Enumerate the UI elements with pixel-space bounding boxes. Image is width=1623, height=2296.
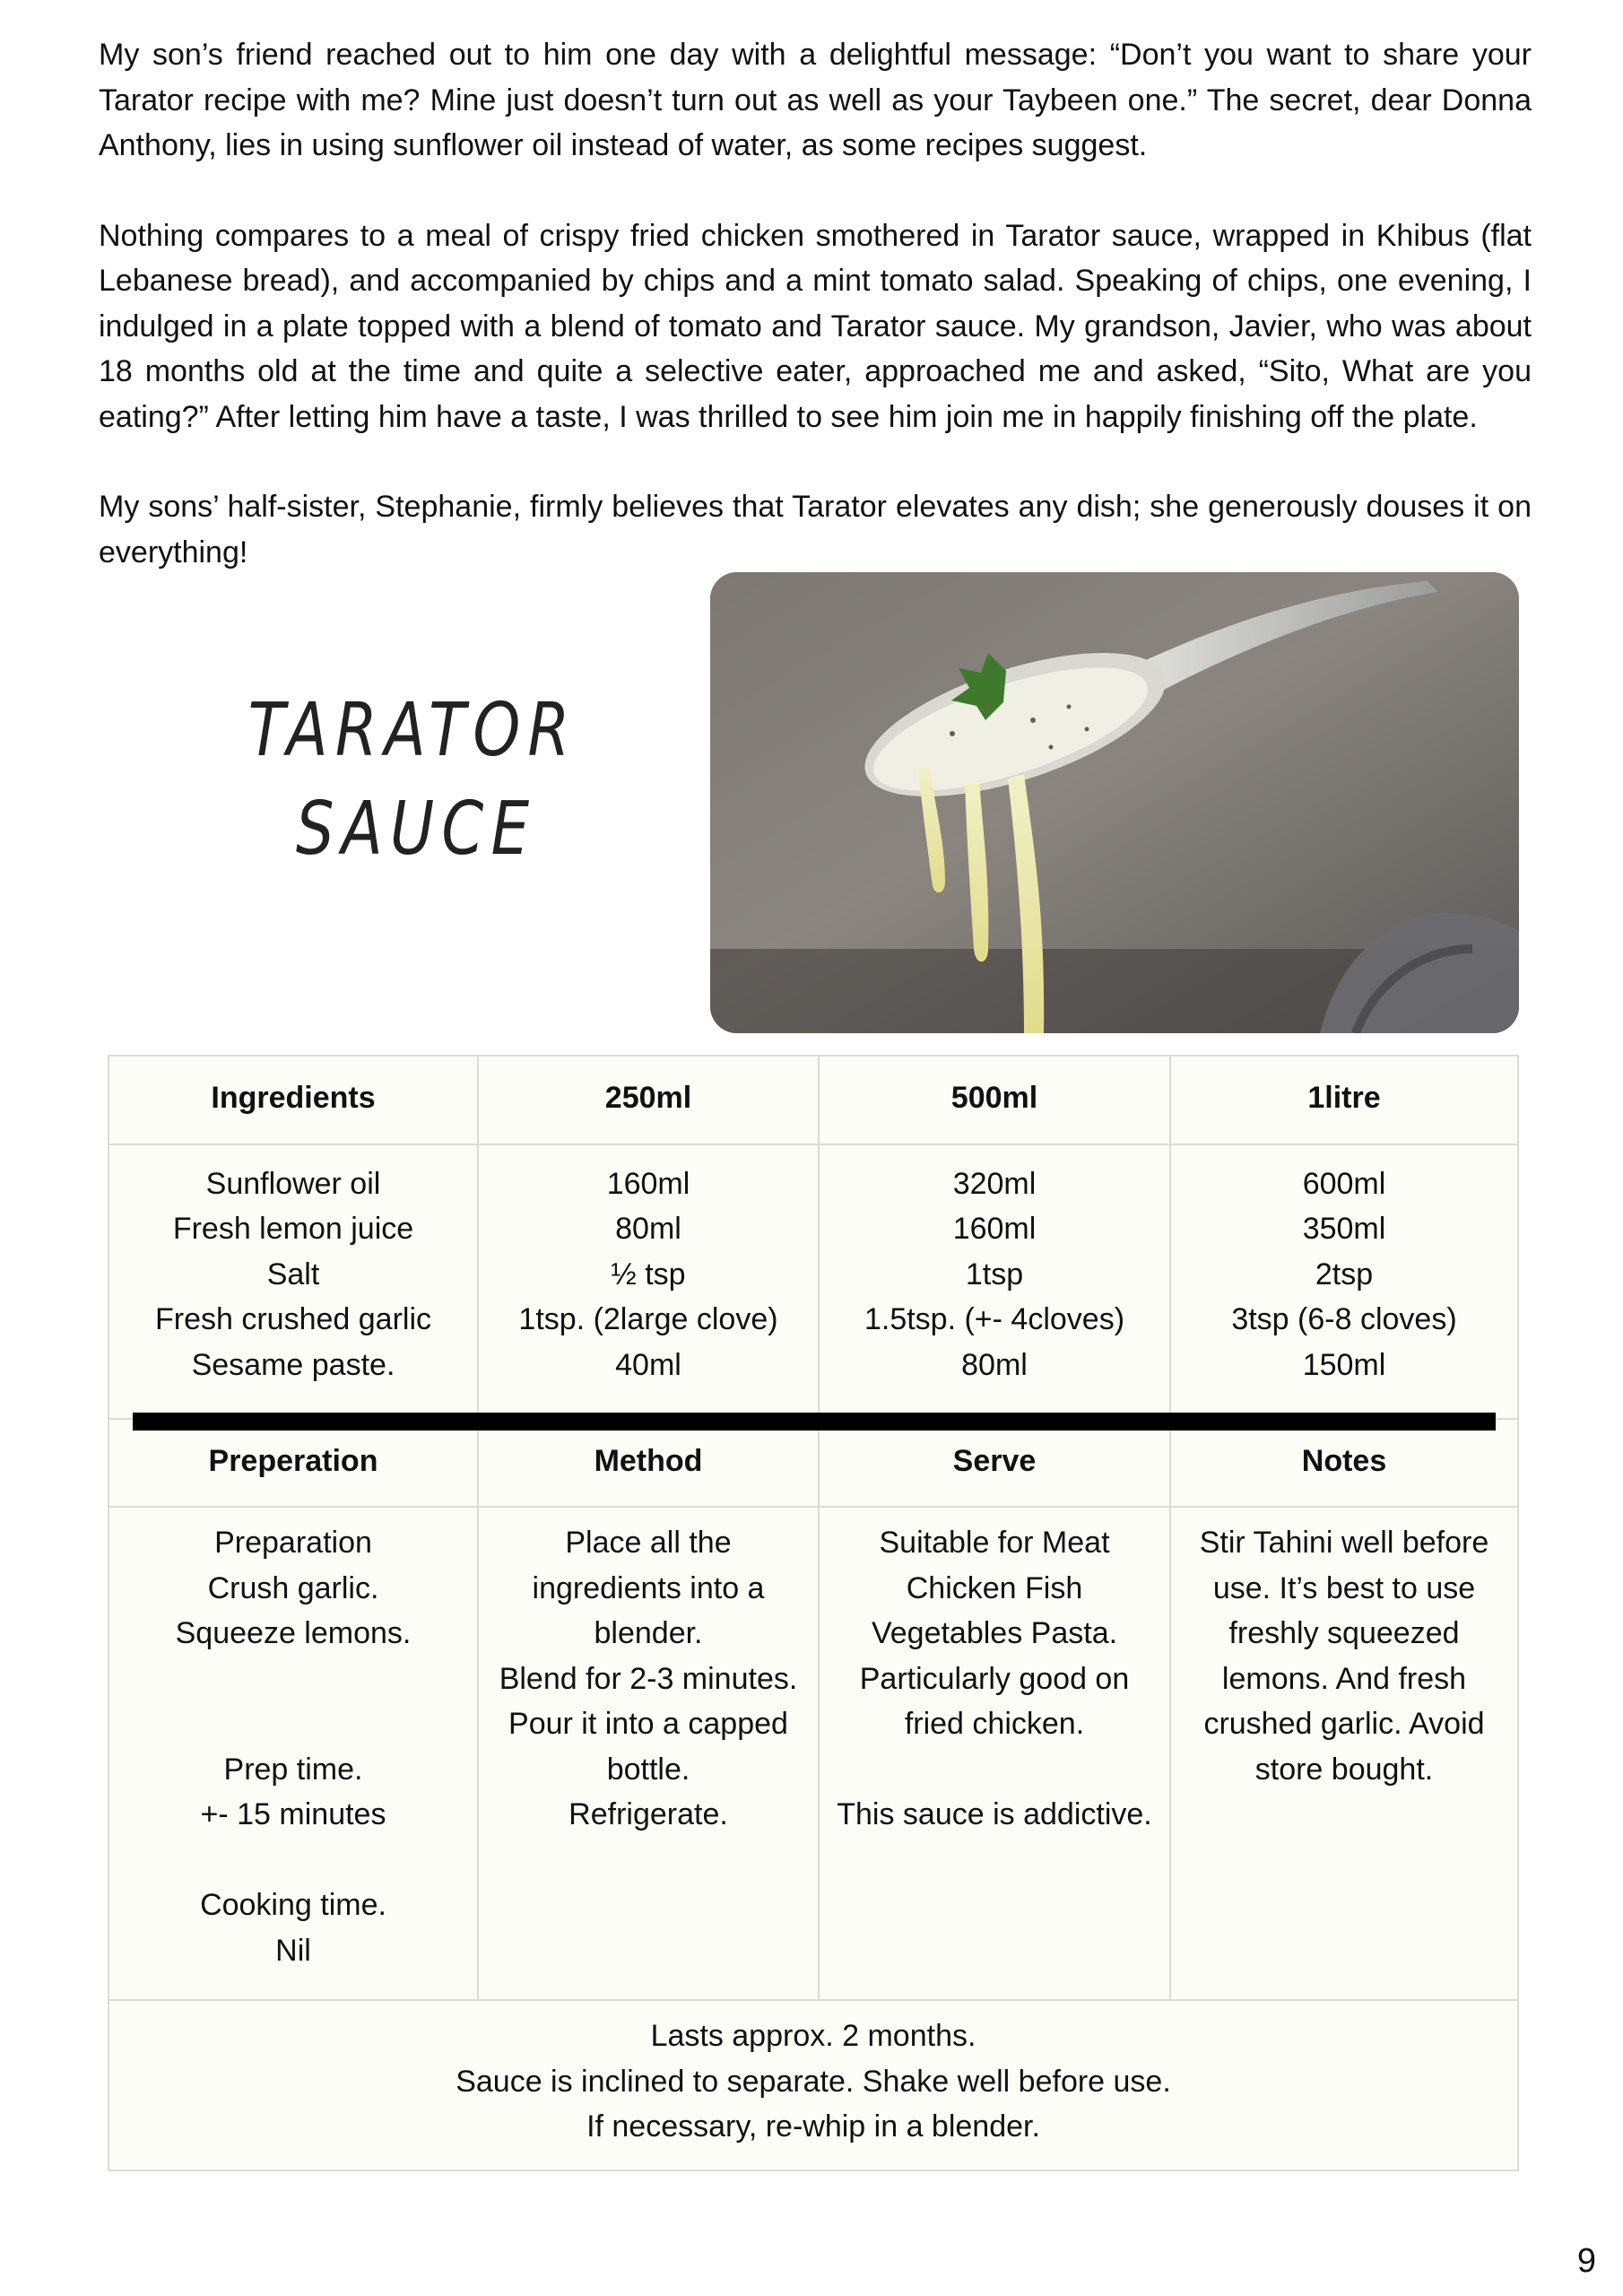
table-header-row-2 bbox=[109, 1420, 1517, 1509]
quantity-value: 80ml bbox=[961, 1347, 1028, 1382]
ingredient-item: Fresh crushed garlic bbox=[154, 1302, 431, 1336]
serve-line bbox=[832, 1747, 1157, 1793]
table-quantities-row bbox=[109, 1145, 1517, 1420]
header-method: Method bbox=[479, 1420, 820, 1507]
header-serve: Serve bbox=[820, 1420, 1171, 1507]
preparation-line: Squeeze lemons. bbox=[175, 1616, 412, 1650]
method-cell bbox=[479, 1508, 820, 1999]
preparation-line: Nil bbox=[275, 1933, 311, 1968]
quantity-value: 150ml bbox=[1302, 1347, 1386, 1382]
header-1litre: 1litre bbox=[1307, 1081, 1381, 1115]
quantity-value: 350ml bbox=[1302, 1212, 1386, 1246]
quantity-value: 320ml bbox=[952, 1166, 1037, 1201]
page-number: 9 bbox=[1576, 2242, 1596, 2280]
serve-line: fried chicken. bbox=[904, 1707, 1085, 1741]
quantity-value: 1.5tsp. (+- 4cloves) bbox=[864, 1302, 1125, 1336]
ingredient-item: Fresh lemon juice bbox=[172, 1212, 414, 1246]
recipe-title-line-2: SAUCE bbox=[295, 787, 537, 872]
preparation-line: Cooking time. bbox=[200, 1888, 386, 1922]
notes-cell bbox=[1171, 1508, 1517, 1999]
intro-paragraph-3: My sons’ half-sister, Stephanie, firmly believes that Tarator elevates any dish; she generously douses it on everything! bbox=[99, 490, 1532, 570]
method-line: blender. bbox=[594, 1616, 703, 1650]
quantities-1litre bbox=[1171, 1145, 1517, 1418]
spoon-sauce-illustration bbox=[710, 572, 1519, 1033]
serve-line: Vegetables Pasta. bbox=[871, 1616, 1118, 1650]
header-notes: Notes bbox=[1301, 1443, 1387, 1478]
intro-paragraph-1: My son’s friend reached out to him one day with a delightful message: “Don’t you want to share your Tarator recipe with me? Mine just doesn’t turn out as well as your Taybeen one.” The secret, dear Donna Anthony, lies in using sunflower oil instead of water, as some recipes suggest. bbox=[99, 38, 1532, 162]
quantity-value: ½ tsp bbox=[611, 1257, 686, 1292]
quantity-value: 1tsp bbox=[965, 1257, 1024, 1292]
preparation-line bbox=[122, 1838, 464, 1883]
header-preperation: Preperation bbox=[109, 1420, 479, 1507]
serve-line: Particularly good on bbox=[859, 1661, 1130, 1696]
serve-line: This sauce is addictive. bbox=[837, 1797, 1152, 1831]
quantity-value: 160ml bbox=[606, 1166, 690, 1201]
notes-line: store bought. bbox=[1254, 1752, 1434, 1787]
header-250ml: 250ml bbox=[479, 1057, 820, 1144]
recipe-title bbox=[179, 682, 646, 879]
quantity-value: 2tsp bbox=[1315, 1257, 1374, 1292]
notes-line: freshly squeezed bbox=[1228, 1616, 1460, 1650]
quantity-value: 80ml bbox=[615, 1212, 681, 1246]
preparation-line bbox=[122, 1657, 464, 1702]
storage-notes bbox=[109, 2001, 1517, 2170]
serve-line: Suitable for Meat bbox=[879, 1526, 1110, 1560]
intro-text bbox=[99, 32, 1532, 620]
method-line: ingredients into a bbox=[532, 1570, 765, 1605]
quantity-value: 40ml bbox=[615, 1347, 681, 1382]
notes-line: Stir Tahini well before bbox=[1199, 1526, 1489, 1560]
ingredient-item: Sesame paste. bbox=[191, 1347, 395, 1382]
preparation-line: Crush garlic. bbox=[207, 1570, 379, 1605]
header-ingredients: Ingredients bbox=[109, 1057, 479, 1144]
table-instructions-row bbox=[109, 1508, 1517, 2001]
notes-line: lemons. And fresh bbox=[1221, 1661, 1467, 1696]
intro-paragraph-2: Nothing compares to a meal of crispy fried chicken smothered in Tarator sauce, wrapped in Khibus (flat Lebanese bread), and accompanied by chips and a mint tomato salad. Speaking of chips, one evening, I indulged in a plate topped with a blend of tomato and Tarator sauce. My grandson, Javier, who was about 18 months old at the time and quite a selective eater, approached me and asked, “Sito, What are you eating?” After letting him have a taste, I was thrilled to see him join me in happily finishing off the plate. bbox=[99, 218, 1532, 434]
serve-cell bbox=[820, 1508, 1171, 1999]
method-line: Blend for 2-3 minutes. bbox=[499, 1661, 798, 1696]
quantity-value: 1tsp. (2large clove) bbox=[518, 1302, 778, 1336]
quantities-500ml bbox=[820, 1145, 1171, 1418]
preparation-cell bbox=[109, 1508, 479, 1999]
quantity-value: 600ml bbox=[1302, 1166, 1386, 1201]
preparation-line bbox=[122, 1701, 464, 1747]
method-line: bottle. bbox=[606, 1752, 690, 1787]
quantity-value: 160ml bbox=[952, 1212, 1037, 1246]
notes-line: use. It’s best to use bbox=[1212, 1570, 1476, 1605]
footer-line: If necessary, re-whip in a blender. bbox=[586, 2109, 1040, 2144]
preparation-line: Prep time. bbox=[223, 1752, 363, 1787]
ingredient-item: Sunflower oil bbox=[205, 1166, 381, 1201]
method-line: Refrigerate. bbox=[568, 1797, 728, 1831]
serve-line: Chicken Fish bbox=[906, 1570, 1083, 1605]
ingredient-item: Salt bbox=[266, 1257, 320, 1292]
table-footer-row bbox=[109, 2001, 1517, 2170]
notes-line: crushed garlic. Avoid bbox=[1203, 1707, 1485, 1741]
preparation-line: +- 15 minutes bbox=[200, 1797, 386, 1831]
ingredients-list bbox=[109, 1145, 479, 1418]
recipe-table bbox=[108, 1055, 1519, 2171]
header-500ml: 500ml bbox=[820, 1057, 1171, 1144]
preparation-line: Preparation bbox=[214, 1526, 372, 1560]
footer-line: Sauce is inclined to separate. Shake well before use. bbox=[456, 2064, 1171, 2099]
footer-line: Lasts approx. 2 months. bbox=[650, 2019, 976, 2053]
section-divider bbox=[133, 1413, 1496, 1431]
table-header-row bbox=[109, 1057, 1517, 1145]
quantities-250ml bbox=[479, 1145, 820, 1418]
quantity-value: 3tsp (6-8 cloves) bbox=[1231, 1302, 1457, 1336]
method-line: Place all the bbox=[565, 1526, 732, 1560]
spoon-sauce-photo bbox=[710, 572, 1519, 1033]
recipe-title-line-1: TARATOR bbox=[247, 688, 577, 773]
method-line: Pour it into a capped bbox=[508, 1707, 788, 1741]
